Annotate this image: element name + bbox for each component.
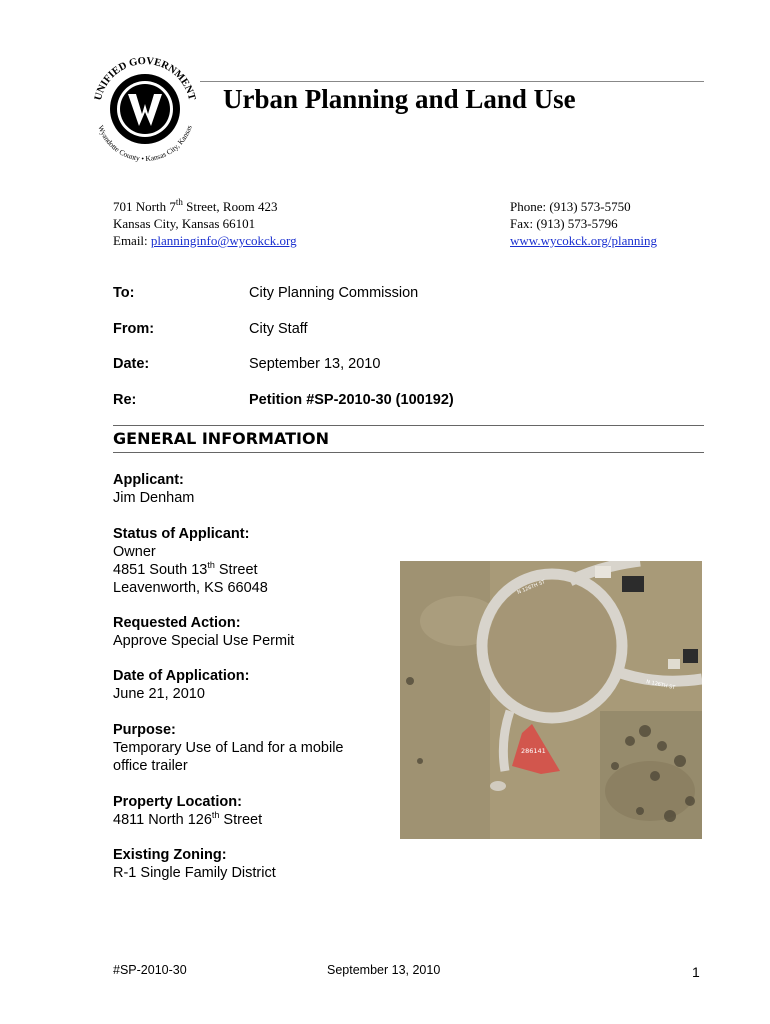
email-link[interactable]: planninginfo@wycokck.org <box>150 233 297 248</box>
date-label: Date: <box>113 356 150 372</box>
applicant-label: Applicant: <box>113 472 184 488</box>
seal-text-bottom: Wyandotte County • Kansas City, Kansas <box>96 123 194 164</box>
road-label-upper: N 126TH ST <box>516 579 547 596</box>
applicant-value: Jim Denham <box>113 490 195 506</box>
purpose-line-2: office trailer <box>113 758 188 774</box>
date-of-application-label: Date of Application: <box>113 668 250 684</box>
fax-number: Fax: (913) 573-5796 <box>510 216 618 231</box>
status-address-line-1: 4851 South 13th Street <box>113 560 258 578</box>
from-label: From: <box>113 321 155 337</box>
website-link[interactable]: www.wycokck.org/planning <box>510 233 657 248</box>
requested-action-value: Approve Special Use Permit <box>113 633 295 649</box>
property-location-value: 4811 North 126th Street <box>113 810 263 828</box>
seal-text-top: UNIFIED GOVERNMENT <box>92 55 198 102</box>
property-location-label: Property Location: <box>113 794 242 810</box>
purpose-label: Purpose: <box>113 722 176 738</box>
to-label: To: <box>113 285 135 301</box>
road-label-lower: N 126TH ST <box>645 679 676 692</box>
header-rule <box>200 81 704 82</box>
phone-block <box>510 198 657 249</box>
department-title: Urban Planning and Land Use <box>223 84 576 114</box>
date-of-application-value: June 21, 2010 <box>113 686 205 702</box>
status-label: Status of Applicant: <box>113 526 250 542</box>
address-block <box>113 198 297 249</box>
city-address: Kansas City, Kansas 66101 <box>113 216 256 231</box>
phone-number: Phone: (913) 573-5750 <box>510 199 631 214</box>
page-number: 1 <box>692 964 700 980</box>
status-address-line-2: Leavenworth, KS 66048 <box>113 580 268 596</box>
re-value: Petition #SP-2010-30 (100192) <box>249 392 454 408</box>
footer-petition-number: #SP-2010-30 <box>113 963 187 977</box>
existing-zoning-value: R-1 Single Family District <box>113 865 276 881</box>
re-label: Re: <box>113 392 137 408</box>
to-value: City Planning Commission <box>249 285 419 301</box>
date-value: September 13, 2010 <box>249 356 381 372</box>
street-address: 701 North 7th Street, Room 423 <box>113 197 278 214</box>
section-rule-top <box>113 425 704 426</box>
section-rule-bottom <box>113 452 704 453</box>
footer-date: September 13, 2010 <box>327 963 441 977</box>
requested-action-label: Requested Action: <box>113 615 241 631</box>
status-value: Owner <box>113 544 156 560</box>
aerial-map <box>400 561 702 839</box>
existing-zoning-label: Existing Zoning: <box>113 847 227 863</box>
from-value: City Staff <box>249 321 308 337</box>
unified-government-seal <box>84 48 206 170</box>
section-heading-general-information: GENERAL INFORMATION <box>113 429 329 448</box>
purpose-line-1: Temporary Use of Land for a mobile <box>113 740 344 756</box>
parcel-number-label: 286141 <box>521 747 546 755</box>
email-line: Email: planninginfo@wycokck.org <box>113 233 297 248</box>
